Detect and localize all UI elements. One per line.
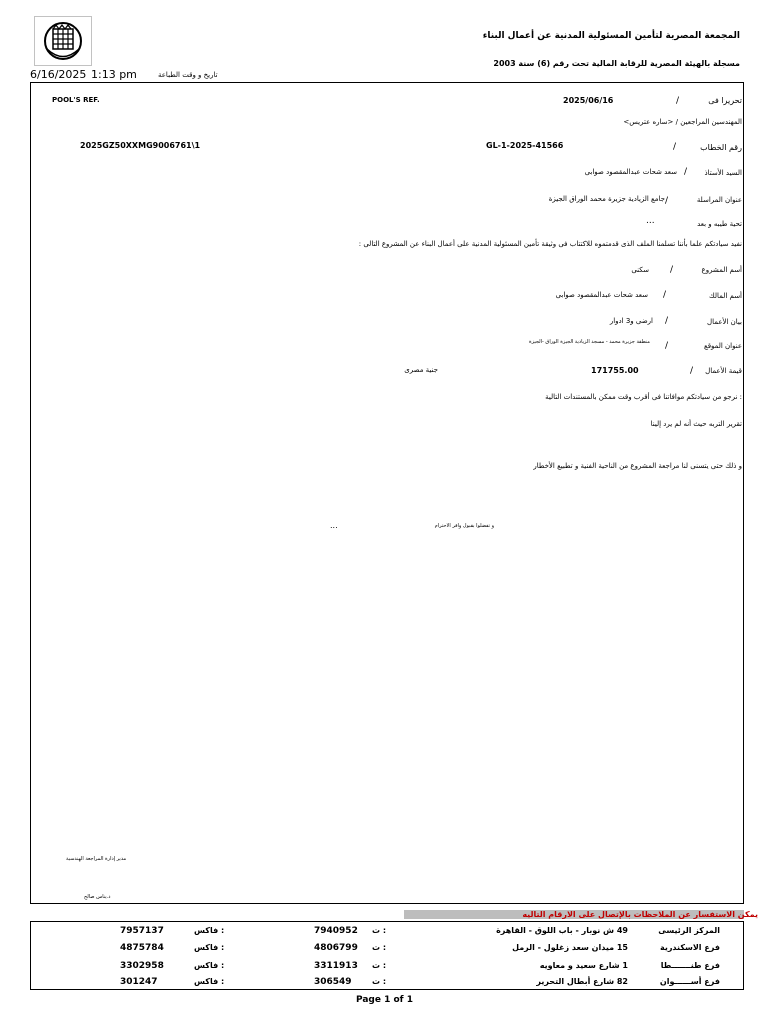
page-number: Page 1 of 1 <box>356 995 413 1005</box>
contact-tel: 306549 <box>314 977 352 987</box>
closing-text: و تفضلوا بقبول وافر الاحترام <box>434 523 494 529</box>
contact-fax: 7957137 <box>120 926 164 936</box>
engineers-line: المهندسين المراجعين / <ساره عتريس> <box>623 118 742 126</box>
document-item: تقرير التربه حيث أنه لم يرد إلينا <box>650 420 742 428</box>
owner-label: أسم المالك <box>709 292 742 300</box>
written-label: تحريرا فى <box>708 96 742 105</box>
owner-value: سعد شحات عبدالمقصود صوابى <box>555 291 648 299</box>
project-value: سكنى <box>631 266 649 274</box>
letter-number-label: رقم الخطاب <box>700 143 742 152</box>
contact-address: 15 ميدان سعد زغلول - الرمل <box>512 943 628 952</box>
contact-tel-label: ت : <box>372 926 387 935</box>
closing-dots: ... <box>330 521 338 530</box>
contact-tel-label: ت : <box>372 977 387 986</box>
contact-fax: 4875784 <box>120 943 164 953</box>
intro-text: نفيد سيادتكم علما بأننا تسلمنا الملف الذى قدمتموه للاكتتاب فى وثيقة تأمين المسئولية المدنية على أعمال البناء عن المشروع التالى : <box>358 240 742 248</box>
contact-fax-label: فاكس : <box>194 961 225 970</box>
contact-fax-label: فاكس : <box>194 977 225 986</box>
works-value-amount: 171755.00 <box>591 366 639 375</box>
written-date: 2025/06/16 <box>563 96 614 105</box>
print-date: 6/16/2025 <box>30 68 87 81</box>
organization-name: المجمعة المصرية لتأمين المسئولية المدنية عن أعمال البناء <box>482 31 740 41</box>
contact-address: 1 شارع سعيد و معاويه <box>539 961 628 970</box>
engineers-value: <ساره عتريس> <box>623 118 674 126</box>
print-time: 1:13 pm <box>91 68 137 81</box>
request-text: : نرجو من سيادتكم موافاتنا فى أقرب وقت ممكن بالمستندات التالية <box>545 393 742 401</box>
contact-fax-label: فاكس : <box>194 926 225 935</box>
purpose-text: و ذلك حتى يتسنى لنا مراجعة المشروع من الناحية الفنية و تطبيع الأخطار <box>533 462 742 470</box>
greeting: تحية طيبه و بعد <box>697 220 742 228</box>
manager-name: د.يناس صالح <box>84 894 111 900</box>
mr-value: سعد شحات عبدالمقصود صوابى <box>584 168 677 176</box>
address-label: عنوان المراسلة <box>696 196 742 204</box>
registration-note: مسجلة بالهيئة المصرية للرقابة المالية تحت رقم (6) سنة 2003 <box>493 59 740 68</box>
contact-tel-label: ت : <box>372 943 387 952</box>
site-label: عنوان الموقع <box>703 342 742 350</box>
greeting-dots: ... <box>646 216 655 226</box>
address-value: جامع الزيادية جزيرة محمد الوراق الجيزة <box>548 195 665 203</box>
contact-address: 49 ش نوبار - باب اللوق - القاهرة <box>496 926 628 935</box>
contact-branch: فرع الاسكندرية <box>659 943 720 952</box>
engineers-label: المهندسين المراجعين <box>680 118 742 126</box>
contact-fax: 301247 <box>120 977 158 987</box>
contact-tel-label: ت : <box>372 961 387 970</box>
works-label: بيان الأعمال <box>707 318 742 326</box>
contact-address: 82 شارع أبطال التحرير <box>536 977 628 986</box>
contact-branch: فرع طنـــــــطا <box>660 961 720 970</box>
letter-number: GL-1-2025-41566 <box>486 141 564 150</box>
letter-frame <box>30 82 744 904</box>
organization-logo <box>34 16 92 66</box>
site-value: منطقة جزيرة محمد - مسجد الزيادية الجيزة الوراق -الجيزة <box>529 339 650 345</box>
contact-branch: فرع أســــــوان <box>659 977 720 986</box>
contact-tel: 3311913 <box>314 961 358 971</box>
project-label: أسم المشروع <box>701 266 742 274</box>
works-value: ارضى و3 ادوار <box>609 317 653 325</box>
currency: جنية مصرى <box>404 366 438 374</box>
pool-ref-value: 2025GZ50XXMG9006761\1 <box>80 141 201 150</box>
pool-ref-label: POOL'S REF. <box>52 96 100 104</box>
works-value-label: قيمة الأعمال <box>705 367 742 375</box>
contact-tel: 7940952 <box>314 926 358 936</box>
print-date-label: تاريخ و وقت الطباعة <box>158 71 218 79</box>
contact-fax: 3302958 <box>120 961 164 971</box>
contact-branch: المركز الرئيسى <box>658 926 720 935</box>
contact-fax-label: فاكس : <box>194 943 225 952</box>
manager-title: مدير إدارة المراجعة الهندسية <box>66 856 127 862</box>
contact-tel: 4806799 <box>314 943 358 953</box>
contact-heading: يمكن الاستفسار عن الملاحظات بالإتصال على الارقام التاليه <box>522 910 758 919</box>
mr-label: السيد الأستاذ <box>704 169 742 177</box>
